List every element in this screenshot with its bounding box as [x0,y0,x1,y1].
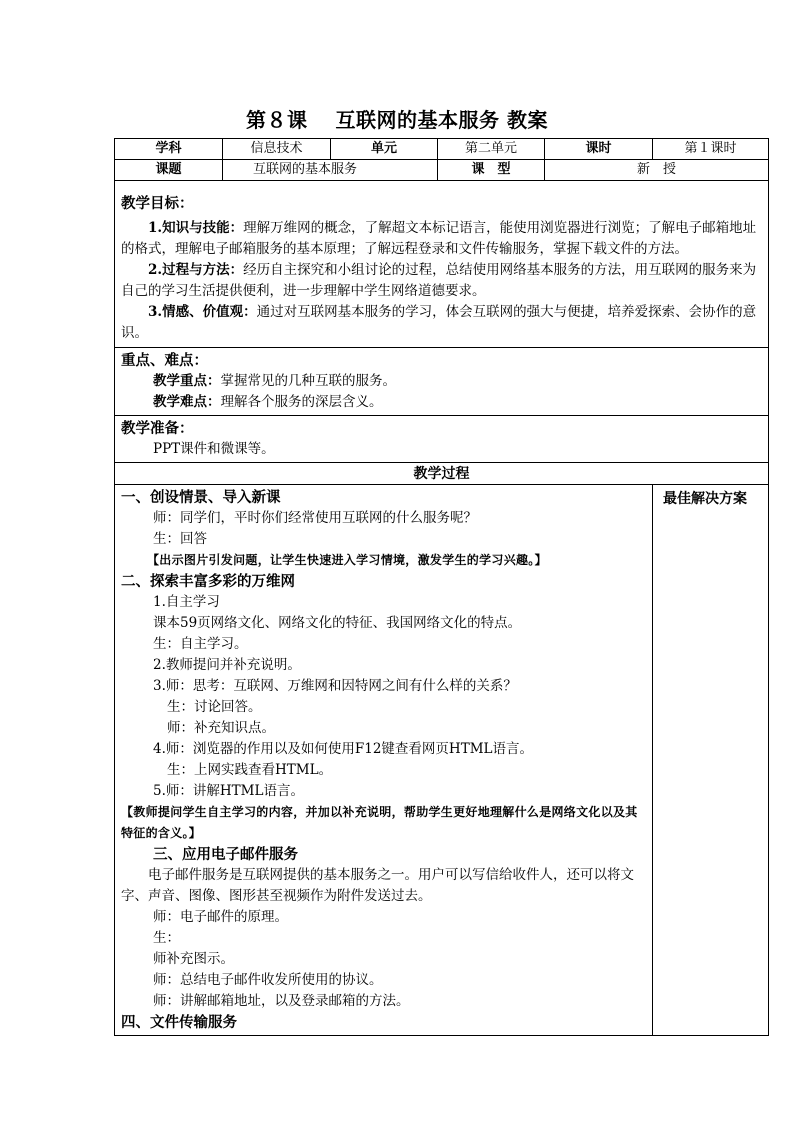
preparation-text: PPT课件和微课等。 [153,441,275,457]
process-line: 师：电子邮件的原理。 [153,909,288,925]
preparation-heading: 教学准备： [121,420,194,437]
header-row-2 [115,160,769,181]
process-line: 2.教师提问并补充说明。 [153,657,301,673]
topic-label: 课题 [115,160,223,181]
unit-label: 单元 [331,139,438,160]
key-points-row [115,348,769,416]
hours-value: 第１课时 [653,139,769,160]
type-label: 课 型 [438,160,545,181]
objective-item [121,260,762,302]
section-2-note: 【教师提问学生自主学习的内容，并加以补充说明，帮助学生更好地理解什么是网络文化以及其特征的含义。】 [121,805,638,840]
process-line: 5.师：讲解HTML语言。 [153,783,304,799]
best-solution-column [653,485,769,1036]
process-line: 师补充图示。 [153,951,234,967]
topic-value: 互联网的基本服务 [223,160,438,181]
focus-line [121,371,762,392]
process-line: 3.师：思考：互联网、万维网和因特网之间有什么样的关系？ [153,678,517,694]
process-line: 师：讲解邮箱地址，以及登录邮箱的方法。 [153,993,410,1009]
process-line: 生：上网实践查看HTML。 [167,762,333,778]
process-line: 生：讨论回答。 [167,699,262,715]
lesson-plan-table [114,138,769,1036]
process-line: 生： [153,930,180,946]
process-line: 1.自主学习 [153,594,220,610]
section-3-title: 三、应用电子邮件服务 [153,846,298,863]
process-heading: 教学过程 [115,463,769,485]
key-points-heading: 重点、难点： [121,352,208,369]
type-value: 新 授 [545,160,769,181]
objective-item [121,218,762,260]
header-row-1 [115,139,769,160]
process-line: 师：同学们，平时你们经常使用互联网的什么服务呢？ [153,510,477,526]
process-line: 生：回答 [153,531,207,547]
preparation-row [115,416,769,463]
process-line: 师：补充知识点。 [167,720,275,736]
process-line: 电子邮件服务是互联网提供的基本服务之一。用户可以写信给收件人，还可以将文字、声音、图像、图形甚至视频作为附件发送过去。 [121,867,634,904]
section-2-title: 二、探索丰富多彩的万维网 [121,573,295,590]
focus-text: 掌握常见的几种互联的服务。 [220,373,396,389]
page-title: 第８课 互联网的基本服务 教案 [246,108,548,132]
process-heading-row [115,463,769,485]
section-1-title: 一、创设情景、导入新课 [121,489,281,506]
difficulty-text: 理解各个服务的深层含义。 [220,394,383,410]
objectives-heading: 教学目标： [121,195,194,212]
objective-label: 3.情感、价值观： [148,304,257,320]
objective-label: 2.过程与方法： [148,262,244,278]
objective-text: 经历自主探究和小组讨论的过程，总结使用网络基本服务的方法，用互联网的服务来为自己的学习生活提供便利，进一步理解中学生网络道德要求。 [121,262,757,299]
section-1-note: 【出示图片引发问题，让学生快速进入学习情境，激发学生的学习兴趣。】 [147,553,547,567]
difficulty-label: 教学难点： [153,394,221,410]
objective-text: 理解万维网的概念，了解超文本标记语言，能使用浏览器进行浏览；了解电子邮箱地址的格式，理解电子邮箱服务的基本原理；了解远程登录和文件传输服务，掌握下载文件的方法。 [121,220,757,257]
subject-label: 学科 [115,139,223,160]
process-line: 生：自主学习。 [153,636,248,652]
process-line: 4.师：浏览器的作用以及如何使用F12键查看网页HTML语言。 [153,741,533,757]
best-solution-heading: 最佳解决方案 [663,491,747,507]
objective-label: 1.知识与技能： [148,220,244,236]
objective-item [121,302,762,344]
focus-label: 教学重点： [153,373,221,389]
objective-text: 通过对互联网基本服务的学习，体会互联网的强大与便捷，培养爱探索、会协作的意识。 [121,304,757,341]
difficulty-line [121,392,762,413]
process-line: 课本59页网络文化、网络文化的特征、我国网络文化的特点。 [153,615,522,631]
process-row [115,485,769,1036]
process-line: 师：总结电子邮件收发所使用的协议。 [153,972,383,988]
hours-label: 课时 [545,139,653,160]
section-4-title: 四、文件传输服务 [121,1014,237,1031]
unit-value: 第二单元 [438,139,545,160]
objectives-row [115,181,769,348]
process-main [115,485,653,1036]
subject-value: 信息技术 [223,139,331,160]
